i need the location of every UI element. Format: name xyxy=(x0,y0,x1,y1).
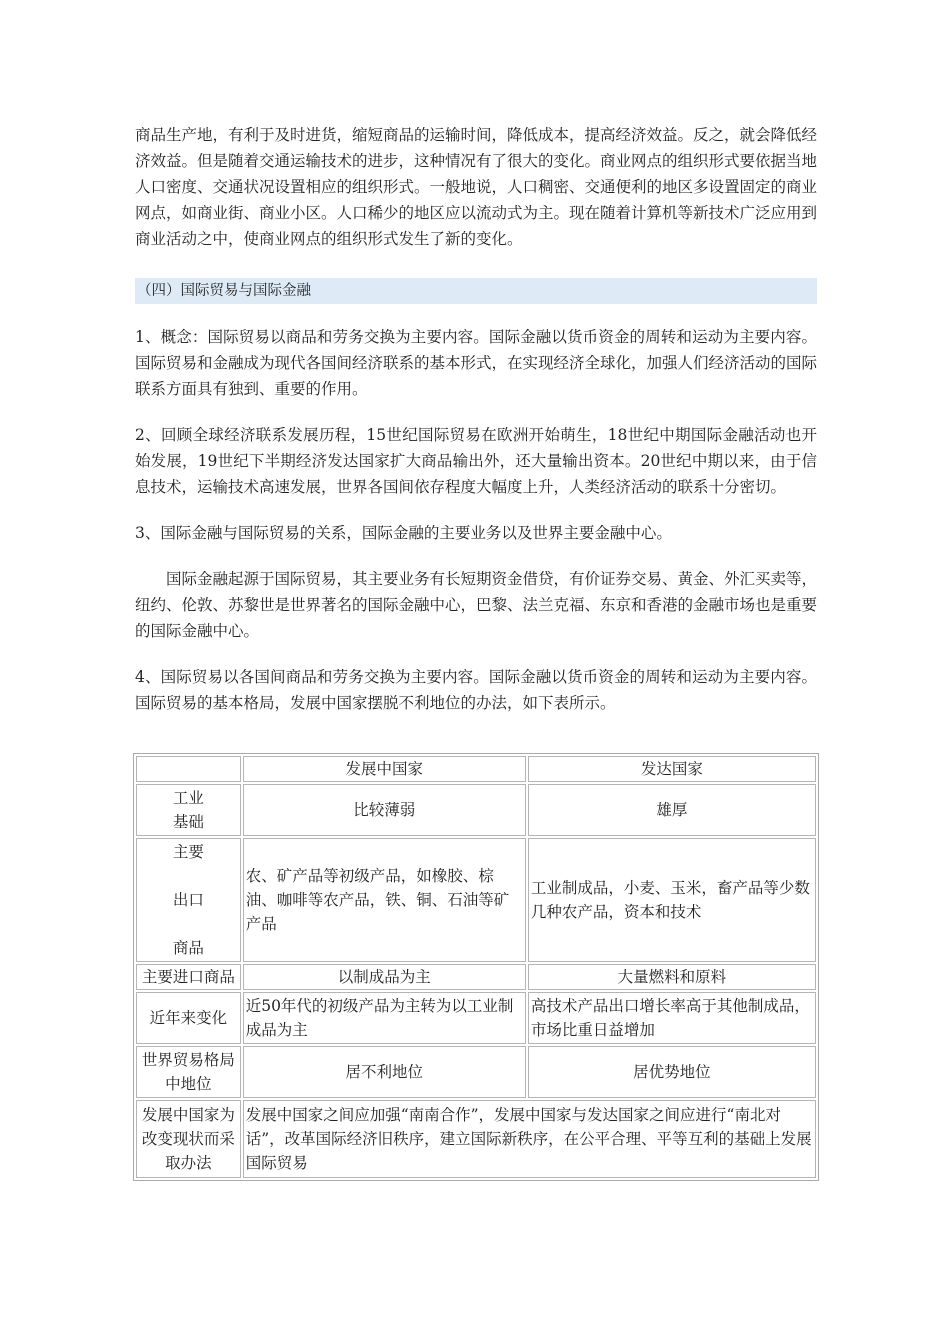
paragraph-concept: 1、概念：国际贸易以商品和劳务交换为主要内容。国际金融以货币资金的周转和运动为主要内容。国际贸易和金融成为现代各国间经济联系的基本形式，在实现经济全球化，加强人们经济活动的国际联系方面具有独到、重要的作用。 xyxy=(135,328,818,398)
table-row xyxy=(136,838,816,962)
table-header-row xyxy=(136,756,816,782)
intro-paragraph: 商品生产地，有利于及时进货，缩短商品的运输时间，降低成本，提高经济效益。反之，就会降低经济效益。但是随着交通运输技术的进步，这种情况有了很大的变化。商业网点的组织形式要依据当地人口密度、交通状况设置相应的组织形式。一般地说，人口稠密、交通便利的地区多设置固定的商业网点，如商业街、商业小区。人口稀少的地区应以流动式为主。现在随着计算机等新技术广泛应用到商业活动之中，使商业网点的组织形式发生了新的变化。 xyxy=(135,126,818,248)
table-row xyxy=(136,1046,816,1098)
row-label: 主要进口商品 xyxy=(136,964,241,990)
row-label: 工业 基础 xyxy=(136,784,241,836)
row-label: 世界贸易格局中地位 xyxy=(136,1046,241,1098)
comparison-table xyxy=(133,753,819,1181)
table-row xyxy=(136,964,816,990)
document-body xyxy=(135,122,817,716)
row-cell-developed: 大量燃料和原料 xyxy=(528,964,816,990)
row-label: 近年来变化 xyxy=(136,992,241,1044)
table-row xyxy=(136,992,816,1044)
row-cell-developed: 居优势地位 xyxy=(528,1046,816,1098)
row-label: 发展中国家为改变现状而采取办法 xyxy=(136,1100,241,1178)
row-cell-developed: 雄厚 xyxy=(528,784,816,836)
header-cell-developed: 发达国家 xyxy=(528,756,816,782)
row-cell-merged: 发展中国家之间应加强“南南合作”，发展中国家与发达国家之间应进行“南北对话”，改革国际经济旧秩序，建立国际新秩序，在公平合理、平等互利的基础上发展国际贸易 xyxy=(243,1100,816,1178)
table-row xyxy=(136,784,816,836)
table-row xyxy=(136,1100,816,1178)
row-label: 主要 出口 商品 xyxy=(136,838,241,962)
header-cell-developing: 发展中国家 xyxy=(243,756,526,782)
row-cell-developing: 农、矿产品等初级产品，如橡胶、棕油、咖啡等农产品，铁、铜、石油等矿产品 xyxy=(243,838,526,962)
header-cell-empty xyxy=(136,756,241,782)
section-heading: （四）国际贸易与国际金融 xyxy=(135,278,817,304)
row-cell-developing: 以制成品为主 xyxy=(243,964,526,990)
paragraph-finance-centers: 国际金融起源于国际贸易，其主要业务有长短期资金借贷，有价证券交易、黄金、外汇买卖等，纽约、伦敦、苏黎世是世界著名的国际金融中心，巴黎、法兰克福、东京和香港的金融市场也是重要的国际金融中心。 xyxy=(135,570,818,640)
row-cell-developing: 居不利地位 xyxy=(243,1046,526,1098)
paragraph-history: 2、回顾全球经济联系发展历程，15世纪国际贸易在欧洲开始萌生，18世纪中期国际金融活动也开始发展，19世纪下半期经济发达国家扩大商品输出外，还大量输出资本。20世纪中期以来，由于信息技术，运输技术高速发展，世界各国间依存程度大幅度上升，人类经济活动的联系十分密切。 xyxy=(135,426,817,496)
row-cell-developing: 近50年代的初级产品为主转为以工业制成品为主 xyxy=(243,992,526,1044)
row-cell-developed: 工业制成品，小麦、玉米，畜产品等少数几种农产品，资本和技术 xyxy=(528,838,816,962)
row-cell-developed: 高技术产品出口增长率高于其他制成品，市场比重日益增加 xyxy=(528,992,816,1044)
row-cell-developing: 比较薄弱 xyxy=(243,784,526,836)
paragraph-trade-pattern: 4、国际贸易以各国间商品和劳务交换为主要内容。国际金融以货币资金的周转和运动为主要内容。国际贸易的基本格局，发展中国家摆脱不利地位的办法，如下表所示。 xyxy=(135,668,817,712)
paragraph-relation: 3、国际金融与国际贸易的关系，国际金融的主要业务以及世界主要金融中心。 xyxy=(135,524,672,542)
